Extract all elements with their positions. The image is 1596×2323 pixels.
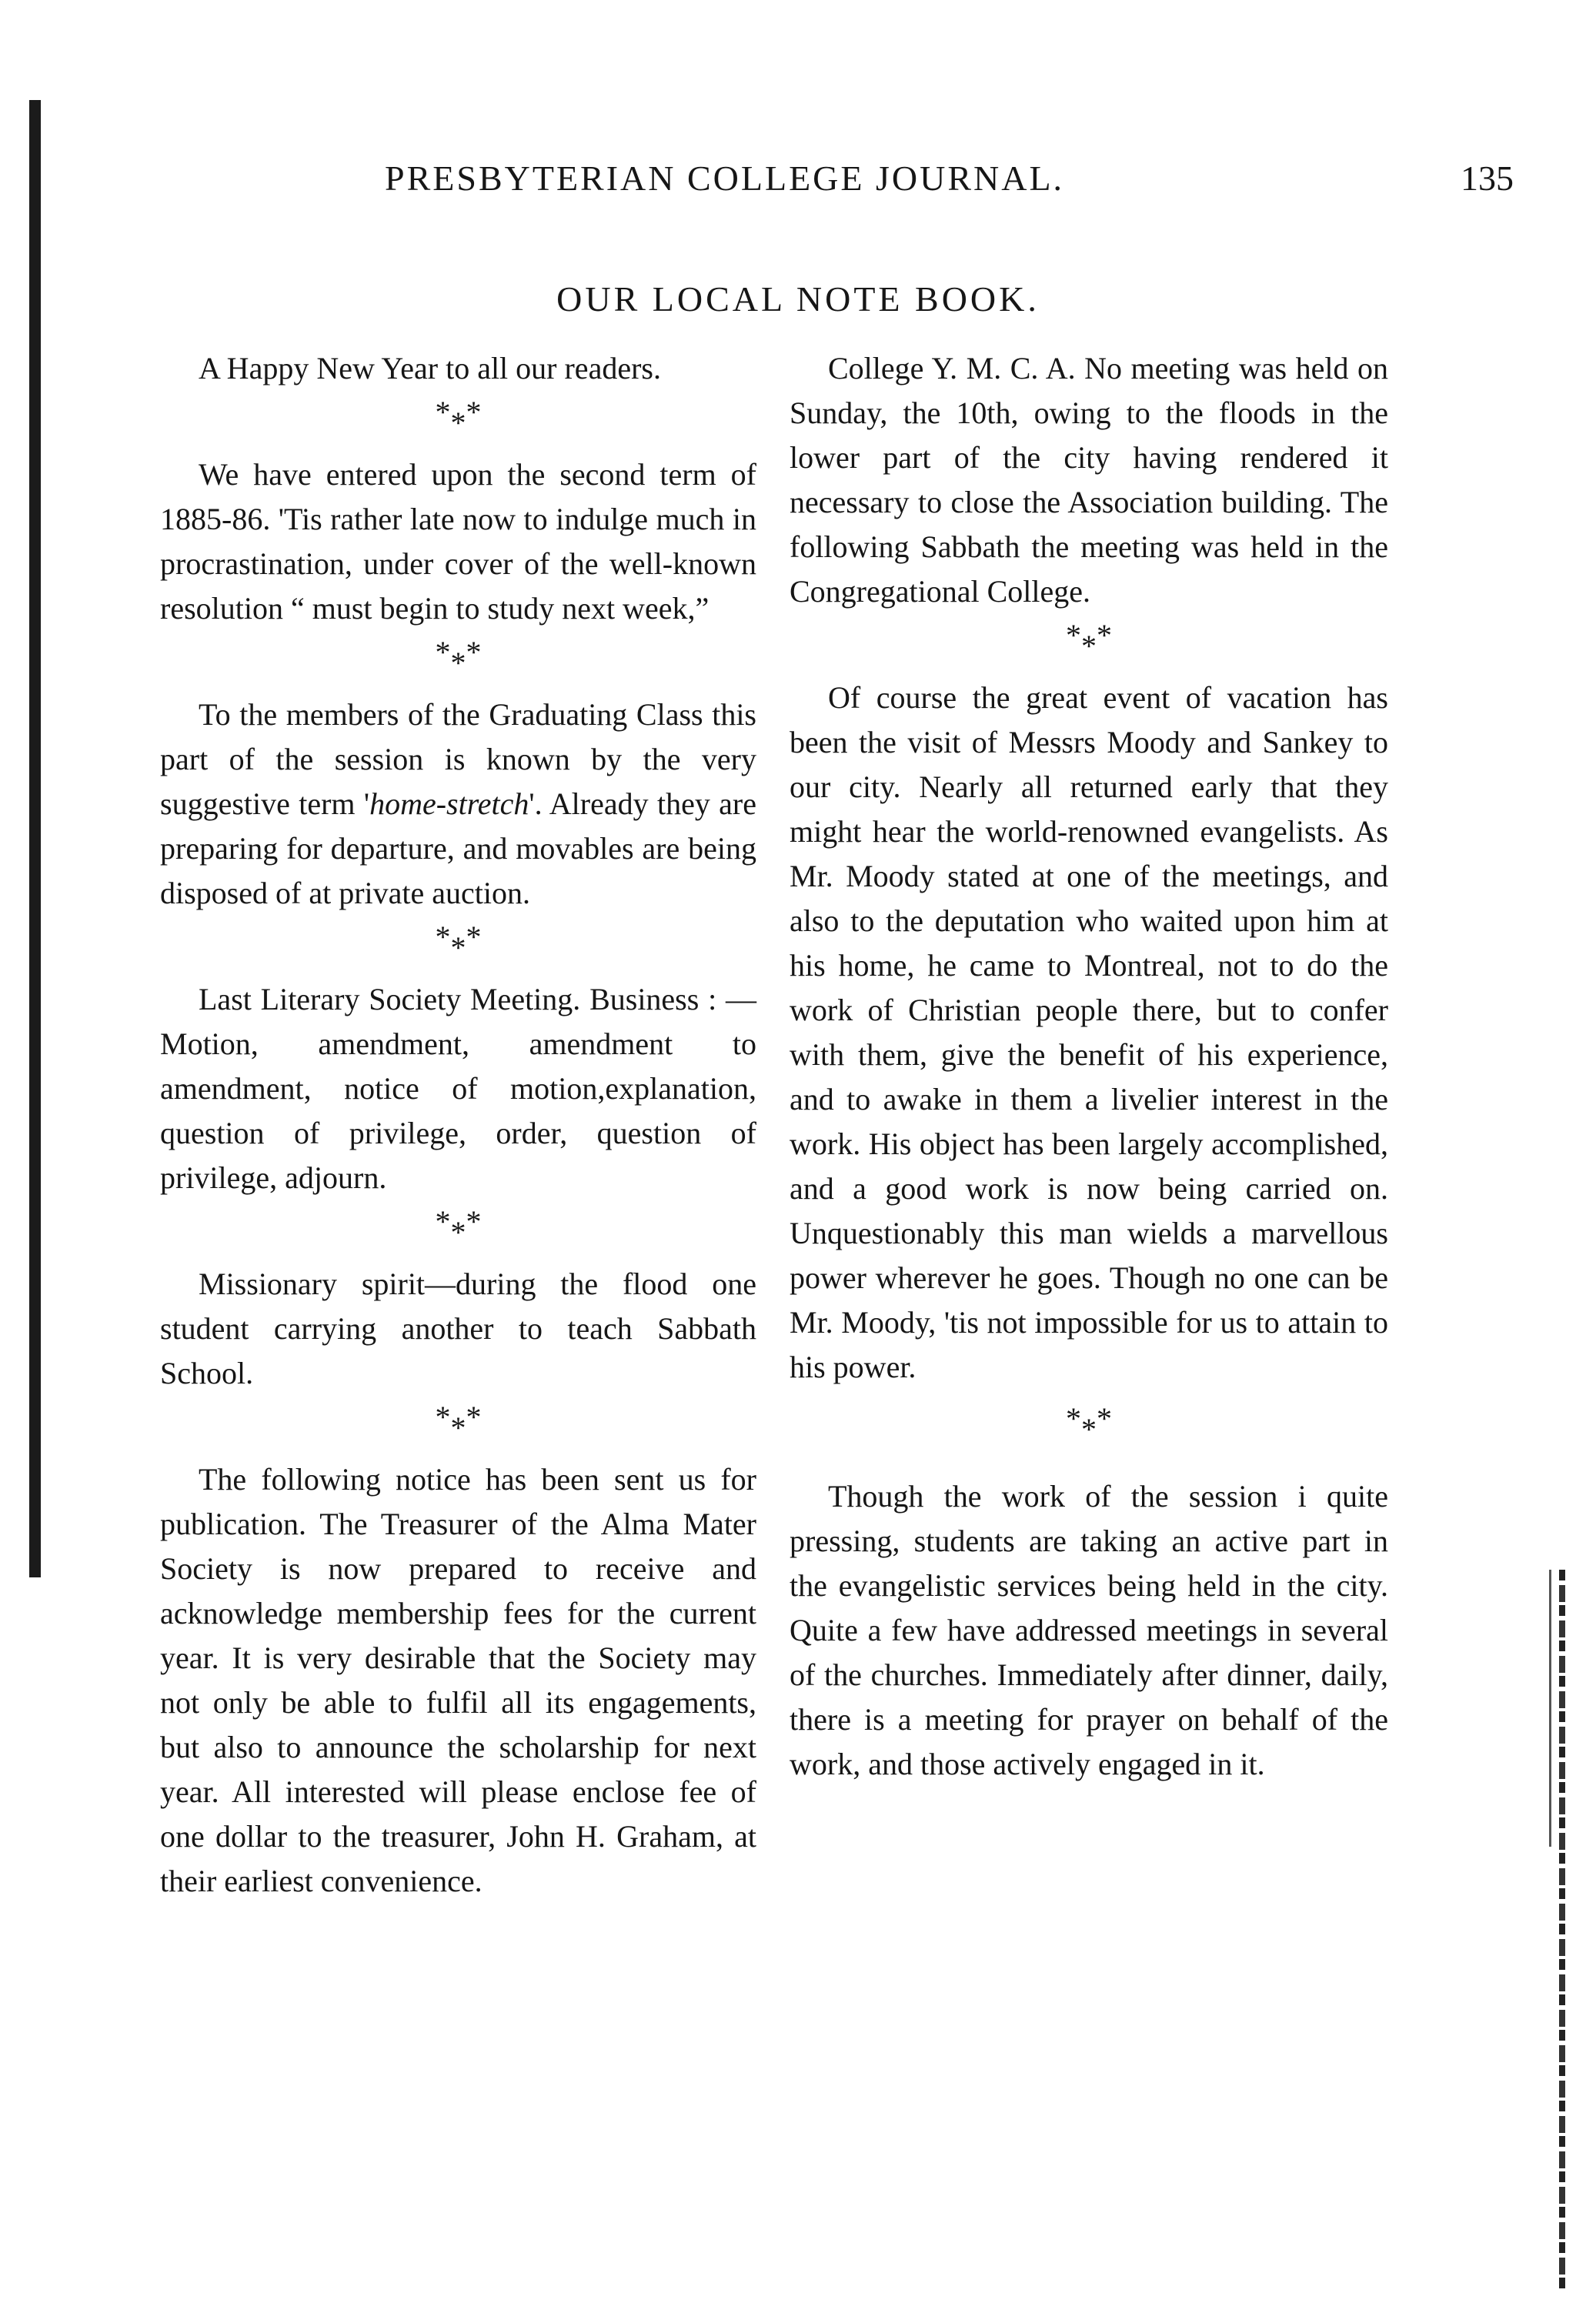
- paragraph-new-year: A Happy New Year to all our readers.: [199, 351, 661, 385]
- asterism-separator: ***: [435, 920, 482, 965]
- section-title: OUR LOCAL NOTE BOOK.: [556, 279, 1040, 319]
- italic-term: home-stretch: [369, 786, 529, 821]
- paragraph-missionary-spirit: Missionary spirit—during the flood one student carrying another to teach Sabbath School.: [160, 1267, 756, 1390]
- page-number: 135: [1461, 159, 1514, 198]
- binding-edge-scan-mark: [29, 100, 41, 1577]
- asterism-separator: ***: [1066, 1401, 1112, 1447]
- running-title: PRESBYTERIAN COLLEGE JOURNAL.: [385, 159, 1065, 198]
- asterism-separator: ***: [1066, 618, 1112, 663]
- asterism-separator: ***: [435, 395, 482, 440]
- paragraph-moody-sankey: Of course the great event of vacation has been the visit of Messrs Moody and Sankey to our city. Nearly all returned early that they might hear the world-renowned evangelists. As Mr. Moody stated at one of the meetings, and also to the deputation who waited upon him at his home, he came to Montreal, not to do the work of Christian people there, but to confer with them, give the benefit of his experience, and to awake in them a livelier interest in the work. His object has been largely accomplished, and a good work is now being carried on. Unquestionably this man wields a marvellous power wherever he goes. Though no one can be Mr. Moody, 'tis not impossible for us to attain to his power.: [790, 680, 1388, 1384]
- page-edge-scan-mark: [1559, 1570, 1565, 2293]
- asterism-separator: ***: [435, 635, 482, 680]
- running-header: [0, 158, 1596, 204]
- paragraph-second-term: We have entered upon the second term of 1885-86. 'Tis rather late now to indulge much in procrastination, under cover of the well-known resolution “ must begin to study next week,”: [160, 457, 756, 626]
- paragraph-alma-mater-notice: The following notice has been sent us for publication. The Treasurer of the Alma Mater Society is now prepared to receive and acknowledge membership fees for the current year. It is very desirable that the Society may not only be able to fulfil all its engagements, but also to announce the scholarship for next year. All interested will please enclose fee of one dollar to the treasurer, John H. Graham, at their earliest convenience.: [160, 1462, 756, 1898]
- right-column: [790, 346, 1388, 1787]
- asterism-separator: ***: [435, 1204, 482, 1250]
- page-edge-scan-line: [1549, 1570, 1551, 1847]
- left-column: [160, 346, 756, 1904]
- paragraph-ymca: College Y. M. C. A. No meeting was held on Sunday, the 10th, owing to the floods in the lower part of the city having rendered it necessary to close the Association building. The following Sabbath the meeting was held in the Congregational College.: [790, 351, 1388, 609]
- paragraph-evangelistic-services: Though the work of the session i quite pressing, students are taking an active part in the evangelistic services being held in the city. Quite a few have addressed meetings in several of the churches. Immediately after dinner, daily, there is a meeting for prayer on behalf of the work, and those actively engaged in it.: [790, 1479, 1388, 1781]
- paragraph-graduating-class: To the members of the Graduating Class this part of the session is known by the very suggestive term 'home-stretch'. Already they are preparing for departure, and movables are being disposed of at private auction.: [160, 697, 756, 910]
- asterism-separator: ***: [435, 1400, 482, 1445]
- paragraph-literary-society: Last Literary Society Meeting. Business : — Motion, amendment, amendment to amendment, notice of motion,explanation, question of privilege, order, question of privilege, adjourn.: [160, 982, 756, 1195]
